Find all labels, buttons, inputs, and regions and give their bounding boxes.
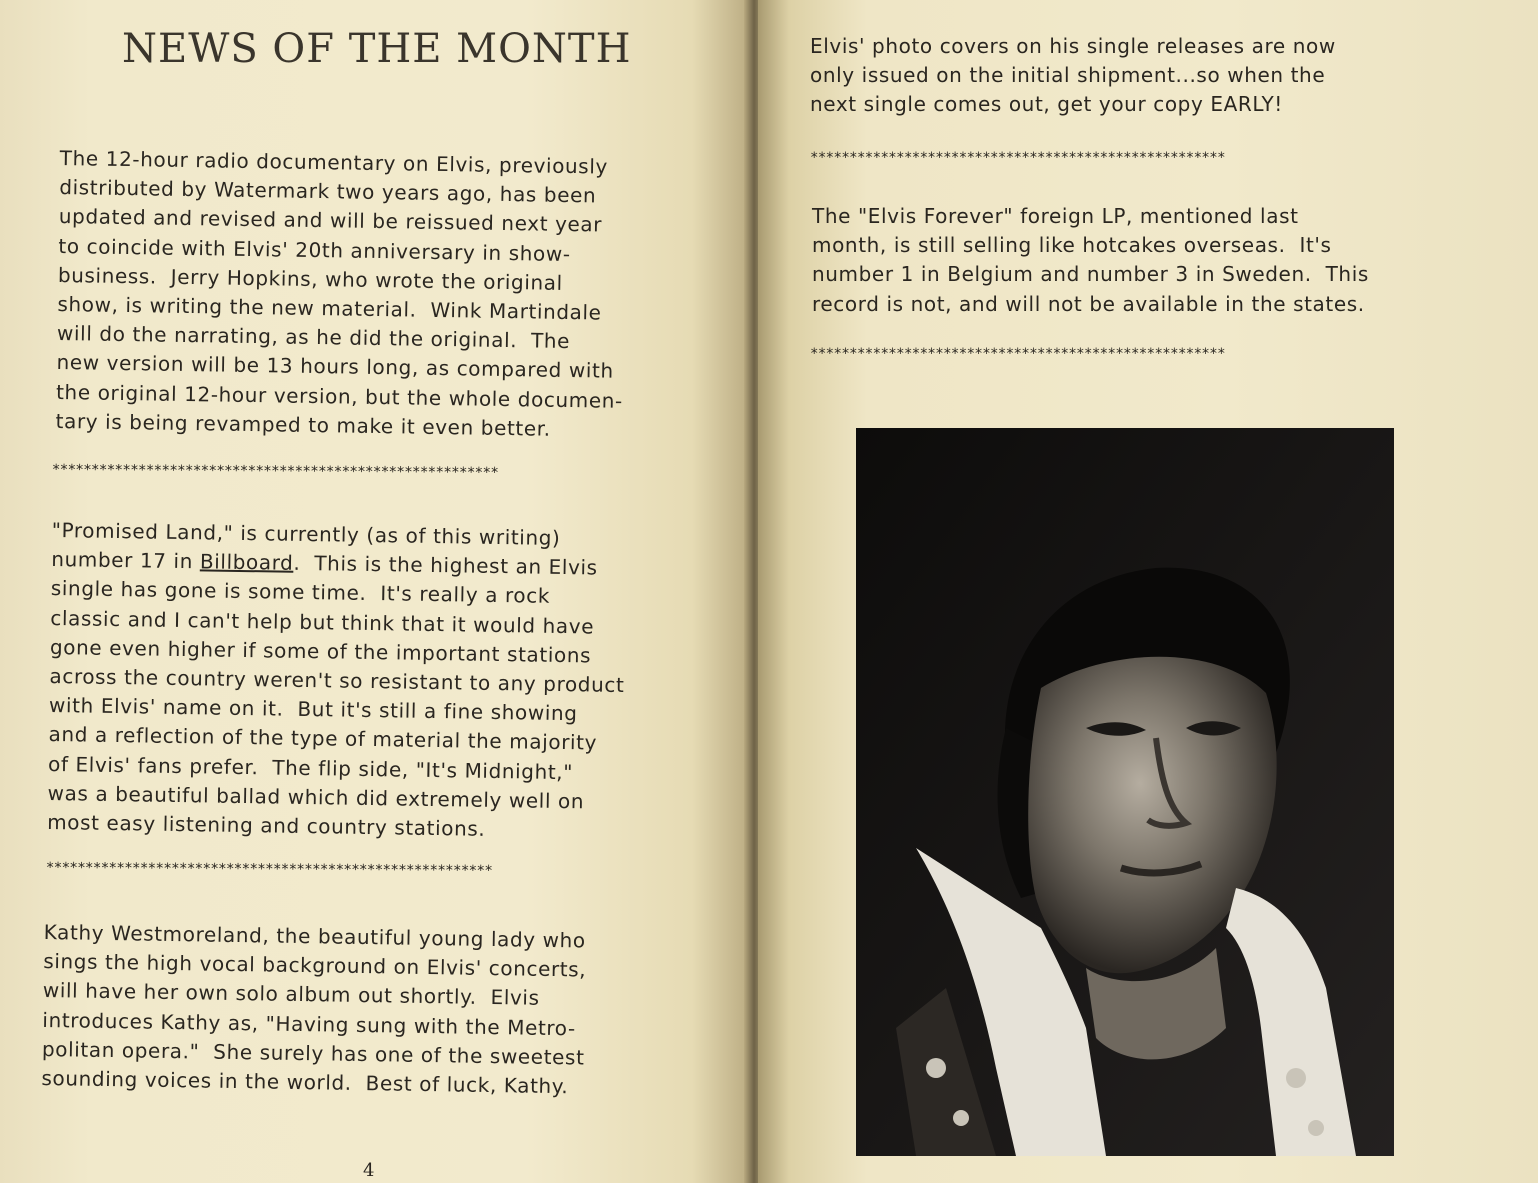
promised-land-paragraph (47, 516, 627, 846)
separator-stars: ********************************************************* (45, 860, 493, 880)
radio-documentary-paragraph: The 12-hour radio documentary on Elvis, previously distributed by Watermark two years ago, has been updated and revised and will be reissued next year to coincide with Elvis' 20th anniversary in show- business. Jerry Hopkins, who wrote the original show, is writing the new material. Wink Martindale will do the narrating, as he did the original. The new version will be 13 hours long, as compared with the original 12-hour version, but the whole documen- tary is being revamped to make it even better. (55, 145, 624, 441)
billboard-title: Billboard (199, 549, 294, 576)
separator-stars: ********************************************************* (51, 462, 499, 482)
page-number: 4 (363, 1160, 375, 1181)
photo-covers-paragraph: Elvis' photo covers on his single releases are now only issued on the initial shipment...so when the next single comes out, get your copy EARLY! (810, 34, 1336, 117)
right-page (758, 0, 1538, 1183)
promised-land-text-start: "Promised Land," is currently (as of this writing) number 17 in (51, 517, 561, 574)
elvis-forever-paragraph: The "Elvis Forever" foreign LP, mentioned last month, is still selling like hotcakes overseas. It's number 1 in Belgium and number 3 in Sweden. This record is not, and will not be available in the states. (812, 204, 1369, 316)
portrait-photo-icon (856, 428, 1394, 1156)
separator-stars: ***************************************************** (810, 346, 1225, 362)
kathy-westmoreland-paragraph: Kathy Westmoreland, the beautiful young lady who sings the high vocal background on Elvis' concerts, will have her own solo album out shortly. Elvis introduces Kathy as, "Having sung with the Metro- politan opera." She surely has one of the sweetest sounding voices in the world. Best of luck, Kathy. (41, 919, 587, 1099)
page-title: NEWS OF THE MONTH (122, 26, 632, 72)
promised-land-text-end: . This is the highest an Elvis single has gone is some time. It's really a rock classic and I can't help but think that it would have gone even higher if some of the important stations across the country weren't so resistant to any product with Elvis' name on it. But it's still a fine showing and a reflection of the type of material the majority of Elvis' fans prefer. The flip side, "It's Midnight," was a beautiful ballad which did extremely well on most easy listening and country stations. (47, 551, 625, 841)
separator-stars: ***************************************************** (810, 150, 1225, 166)
portrait-photo (856, 428, 1394, 1156)
left-page (0, 0, 752, 1183)
